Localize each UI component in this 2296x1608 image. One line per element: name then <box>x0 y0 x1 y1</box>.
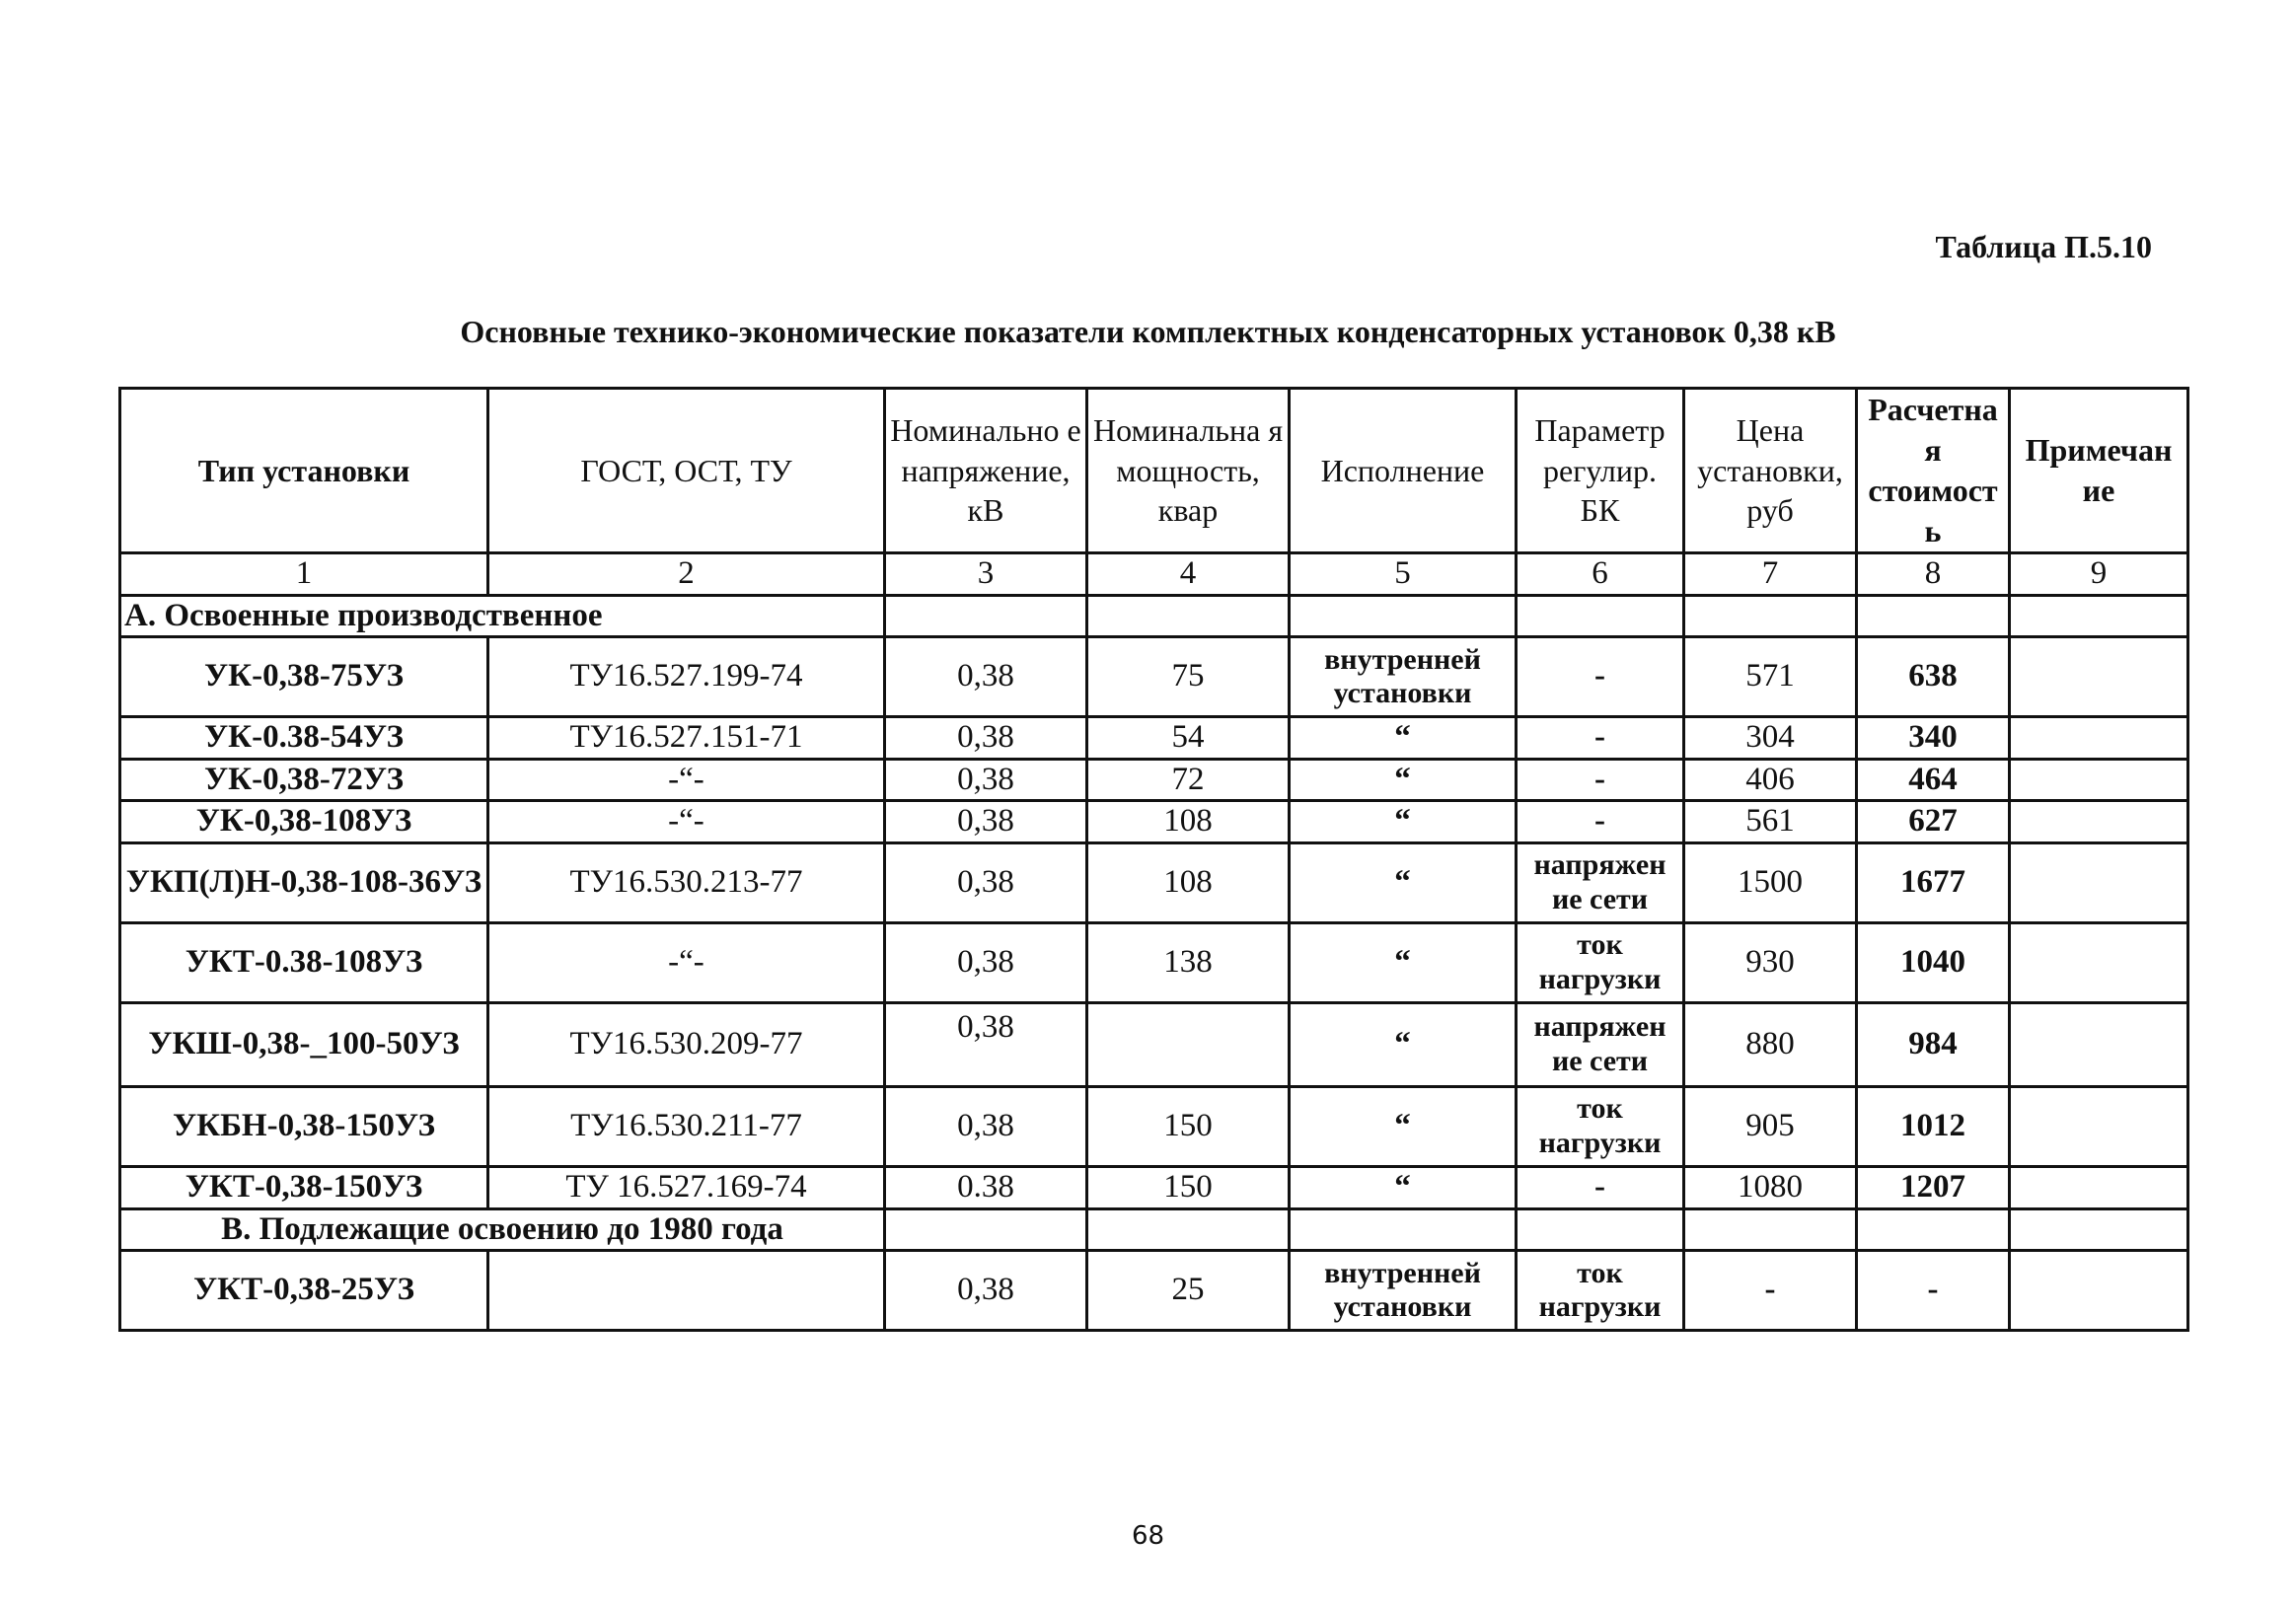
cell-power <box>1087 1002 1290 1086</box>
cell-price: 930 <box>1684 922 1857 1002</box>
cell-type: УКТ-0,38-150УЗ <box>120 1166 488 1208</box>
section-b-row <box>120 1208 2188 1251</box>
cell-note <box>2010 1251 2188 1331</box>
cell-power: 75 <box>1087 637 1290 717</box>
section-b-label: В. Подлежащие освоению до 1980 года <box>120 1208 885 1251</box>
cell-power: 54 <box>1087 717 1290 760</box>
cell-voltage: 0,38 <box>885 1086 1087 1166</box>
cell-type: УК-0,38-108УЗ <box>120 801 488 843</box>
cell-note <box>2010 842 2188 922</box>
cell-execution: “ <box>1290 801 1517 843</box>
cell-cost: 1677 <box>1857 842 2010 922</box>
cell-voltage: 0.38 <box>885 1166 1087 1208</box>
header-execution: Исполнение <box>1290 389 1517 553</box>
cell-type: УКШ-0,38-_100-50УЗ <box>120 1002 488 1086</box>
header-price: Цена установки, руб <box>1684 389 1857 553</box>
cell-price: 880 <box>1684 1002 1857 1086</box>
cell-cost: 340 <box>1857 717 2010 760</box>
cell-voltage: 0,38 <box>885 801 1087 843</box>
table-row <box>120 842 2188 922</box>
cell-power: 108 <box>1087 842 1290 922</box>
cell-type: УКП(Л)Н-0,38-108-36УЗ <box>120 842 488 922</box>
header-cost: Расчетна я стоимост ь <box>1857 389 2010 553</box>
cell-spec: ТУ16.530.211-77 <box>488 1086 885 1166</box>
cell-spec: ТУ16.530.213-77 <box>488 842 885 922</box>
cell-spec <box>488 1251 885 1331</box>
cell-spec: ТУ16.527.199-74 <box>488 637 885 717</box>
cell-execution: внутренней установки <box>1290 637 1517 717</box>
cell-cost: 464 <box>1857 759 2010 801</box>
table-caption: Основные технико-экономические показатели комплектных конденсаторных установок 0,38 кВ <box>460 314 1836 349</box>
cell-type: УКТ-0,38-25УЗ <box>120 1251 488 1331</box>
cell-execution: “ <box>1290 842 1517 922</box>
cell-type: УК-0,38-75УЗ <box>120 637 488 717</box>
cell-note <box>2010 922 2188 1002</box>
cell-price: 406 <box>1684 759 1857 801</box>
cell-param: - <box>1517 637 1684 717</box>
cell-spec: ТУ 16.527.169-74 <box>488 1166 885 1208</box>
column-number-row <box>120 553 2188 596</box>
cell-note <box>2010 717 2188 760</box>
cell-note <box>2010 801 2188 843</box>
cell-execution: внутренней установки <box>1290 1251 1517 1331</box>
cell-cost: 984 <box>1857 1002 2010 1086</box>
column-number: 1 <box>120 553 488 596</box>
specs-table <box>118 387 2189 1332</box>
cell-cost: 1207 <box>1857 1166 2010 1208</box>
cell-price: 1080 <box>1684 1166 1857 1208</box>
cell-param: ток нагрузки <box>1517 1251 1684 1331</box>
section-a-row <box>120 595 2188 637</box>
cell-cost: 1012 <box>1857 1086 2010 1166</box>
cell-voltage: 0,38 <box>885 759 1087 801</box>
cell-power: 138 <box>1087 922 1290 1002</box>
cell-spec: ТУ16.530.209-77 <box>488 1002 885 1086</box>
cell-execution: “ <box>1290 1086 1517 1166</box>
column-number: 7 <box>1684 553 1857 596</box>
cell-param: ток нагрузки <box>1517 1086 1684 1166</box>
header-type: Тип установки <box>120 389 488 553</box>
cell-power: 72 <box>1087 759 1290 801</box>
cell-cost: 1040 <box>1857 922 2010 1002</box>
cell-note <box>2010 637 2188 717</box>
cell-power: 150 <box>1087 1166 1290 1208</box>
cell-type: УК-0.38-54УЗ <box>120 717 488 760</box>
page-number: 68 <box>1131 1521 1165 1551</box>
cell-spec: ТУ16.527.151-71 <box>488 717 885 760</box>
header-note: Примечан ие <box>2010 389 2188 553</box>
cell-cost: 627 <box>1857 801 2010 843</box>
header-spec: ГОСТ, ОСТ, ТУ <box>488 389 885 553</box>
cell-price: - <box>1684 1251 1857 1331</box>
column-number: 9 <box>2010 553 2188 596</box>
cell-spec: -“- <box>488 922 885 1002</box>
cell-type: УКБН-0,38-150УЗ <box>120 1086 488 1166</box>
cell-execution: “ <box>1290 1002 1517 1086</box>
cell-voltage: 0,38 <box>885 1251 1087 1331</box>
column-number: 3 <box>885 553 1087 596</box>
column-number: 5 <box>1290 553 1517 596</box>
cell-param: - <box>1517 717 1684 760</box>
cell-note <box>2010 1086 2188 1166</box>
cell-note <box>2010 759 2188 801</box>
cell-cost: - <box>1857 1251 2010 1331</box>
table-row <box>120 759 2188 801</box>
column-number: 4 <box>1087 553 1290 596</box>
cell-power: 150 <box>1087 1086 1290 1166</box>
cell-param: - <box>1517 801 1684 843</box>
section-a-label: А. Освоенные производственное <box>120 595 885 637</box>
cell-voltage: 0,38 <box>885 842 1087 922</box>
cell-execution: “ <box>1290 1166 1517 1208</box>
cell-type: УК-0,38-72УЗ <box>120 759 488 801</box>
header-param: Параметр регулир. БК <box>1517 389 1684 553</box>
cell-execution: “ <box>1290 922 1517 1002</box>
table-label: Таблица П.5.10 <box>1935 229 2152 264</box>
column-number: 8 <box>1857 553 2010 596</box>
cell-spec: -“- <box>488 759 885 801</box>
header-row <box>120 389 2188 553</box>
table-row <box>120 1086 2188 1166</box>
table-row <box>120 1166 2188 1208</box>
cell-param: - <box>1517 759 1684 801</box>
cell-power: 25 <box>1087 1251 1290 1331</box>
cell-note <box>2010 1166 2188 1208</box>
cell-voltage: 0,38 <box>885 637 1087 717</box>
cell-power: 108 <box>1087 801 1290 843</box>
cell-price: 304 <box>1684 717 1857 760</box>
cell-spec: -“- <box>488 801 885 843</box>
cell-voltage: 0,38 <box>885 717 1087 760</box>
cell-execution: “ <box>1290 759 1517 801</box>
table-row <box>120 922 2188 1002</box>
table-row <box>120 637 2188 717</box>
header-voltage: Номинально е напряжение, кВ <box>885 389 1087 553</box>
cell-price: 1500 <box>1684 842 1857 922</box>
column-number: 6 <box>1517 553 1684 596</box>
table-row <box>120 801 2188 843</box>
cell-param: напряжен ие сети <box>1517 842 1684 922</box>
header-power: Номинальна я мощность, квар <box>1087 389 1290 553</box>
cell-type: УКТ-0.38-108УЗ <box>120 922 488 1002</box>
cell-param: напряжен ие сети <box>1517 1002 1684 1086</box>
cell-voltage: 0,38 <box>885 1002 1087 1086</box>
cell-price: 561 <box>1684 801 1857 843</box>
cell-param: ток нагрузки <box>1517 922 1684 1002</box>
cell-price: 905 <box>1684 1086 1857 1166</box>
cell-voltage: 0,38 <box>885 922 1087 1002</box>
table-row <box>120 1002 2188 1086</box>
column-number: 2 <box>488 553 885 596</box>
table-row <box>120 1251 2188 1331</box>
table-row <box>120 717 2188 760</box>
cell-param: - <box>1517 1166 1684 1208</box>
cell-price: 571 <box>1684 637 1857 717</box>
cell-execution: “ <box>1290 717 1517 760</box>
cell-cost: 638 <box>1857 637 2010 717</box>
cell-note <box>2010 1002 2188 1086</box>
